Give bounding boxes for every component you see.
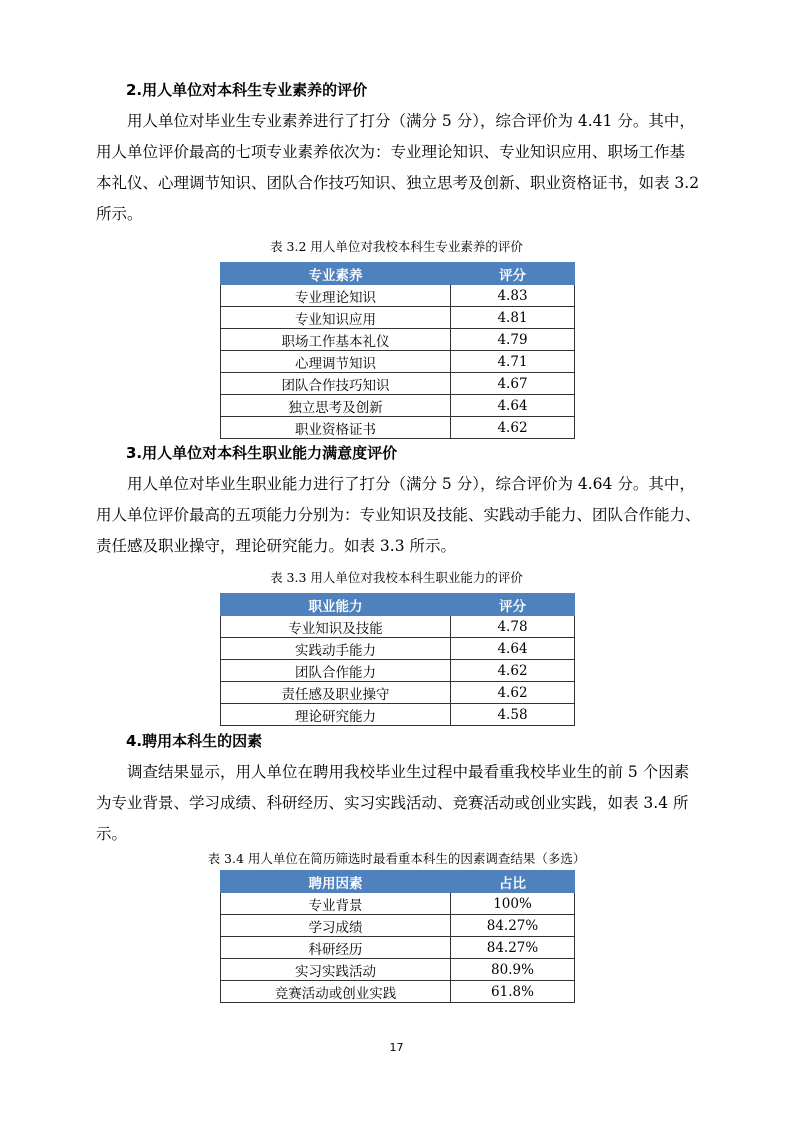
table-header-row: [221, 594, 575, 616]
table-cell: 4.67: [451, 373, 575, 395]
table-3-2: [220, 262, 575, 439]
table-row: [221, 915, 575, 937]
table-3-4: [220, 870, 575, 1003]
paragraph-line: 用人单位评价最高的五项能力分别为：专业知识及技能、实践动手能力、团队合作能力、: [96, 506, 701, 524]
table-cell: 84.27%: [451, 937, 575, 959]
table-cell: 4.81: [451, 307, 575, 329]
table-caption-3-4: 表 3.4 用人单位在简历筛选时最看重本科生的因素调查结果（多选）: [207, 851, 586, 866]
column-header: 占比: [451, 871, 575, 893]
section-heading-4: 4.聘用本科生的因素: [126, 732, 263, 750]
page-number: 17: [389, 1041, 404, 1054]
table-cell: 80.9%: [451, 959, 575, 981]
table-cell: 84.27%: [451, 915, 575, 937]
table-cell: 100%: [451, 893, 575, 915]
section-paragraph-4: [96, 757, 700, 850]
table-cell: 4.71: [451, 351, 575, 373]
table-header-row: [221, 871, 575, 893]
column-header: 职业能力: [221, 594, 451, 616]
table-cell: 专业理论知识: [221, 285, 451, 307]
paragraph-line: 示。: [96, 825, 128, 843]
table-cell: 专业背景: [221, 893, 451, 915]
table-cell: 4.78: [451, 616, 575, 638]
table-cell: 职场工作基本礼仪: [221, 329, 451, 351]
paragraph-line: 所示。: [96, 205, 143, 223]
table-cell: 4.62: [451, 417, 575, 439]
table-cell: 实践动手能力: [221, 638, 451, 660]
paragraph-line: 责任感及职业操守，理论研究能力。如表 3.3 所示。: [96, 537, 457, 555]
table-cell: 实习实践活动: [221, 959, 451, 981]
table-cell: 专业知识及技能: [221, 616, 451, 638]
section-heading-3: 3.用人单位对本科生职业能力满意度评价: [126, 444, 398, 462]
column-header: 评分: [451, 594, 575, 616]
table-cell: 4.62: [451, 682, 575, 704]
section-paragraph-2: [96, 106, 700, 230]
table-row: [221, 351, 575, 373]
table-row: [221, 373, 575, 395]
column-header: 专业素养: [221, 263, 451, 285]
table-row: [221, 285, 575, 307]
table-3-3: [220, 593, 575, 726]
table-cell: 科研经历: [221, 937, 451, 959]
table-cell: 61.8%: [451, 981, 575, 1003]
section-paragraph-3: [96, 469, 700, 562]
table-header-row: [221, 263, 575, 285]
table-cell: 理论研究能力: [221, 704, 451, 726]
table-row: [221, 329, 575, 351]
paragraph-line: 用人单位评价最高的七项专业素养依次为：专业理论知识、专业知识应用、职场工作基: [96, 143, 686, 161]
table-cell: 竞赛活动或创业实践: [221, 981, 451, 1003]
paragraph-line: 用人单位对毕业生职业能力进行了打分（满分 5 分），综合评价为 4.64 分。其中，: [127, 475, 695, 493]
table-row: [221, 937, 575, 959]
table-cell: 团队合作技巧知识: [221, 373, 451, 395]
table-cell: 团队合作能力: [221, 660, 451, 682]
table-cell: 独立思考及创新: [221, 395, 451, 417]
table-cell: 专业知识应用: [221, 307, 451, 329]
table-row: [221, 660, 575, 682]
table-row: [221, 616, 575, 638]
table-cell: 学习成绩: [221, 915, 451, 937]
table-row: [221, 307, 575, 329]
paragraph-line: 本礼仪、心理调节知识、团队合作技巧知识、独立思考及创新、职业资格证书，如表 3.2: [96, 174, 700, 192]
paragraph-line: 用人单位对毕业生专业素养进行了打分（满分 5 分），综合评价为 4.41 分。其中，: [127, 112, 695, 130]
table-row: [221, 395, 575, 417]
table-cell: 4.62: [451, 660, 575, 682]
column-header: 聘用因素: [221, 871, 451, 893]
table-row: [221, 981, 575, 1003]
table-row: [221, 704, 575, 726]
paragraph-line: 为专业背景、学习成绩、科研经历、实习实践活动、竞赛活动或创业实践，如表 3.4 所: [96, 794, 689, 812]
table-cell: 4.64: [451, 638, 575, 660]
table-cell: 责任感及职业操守: [221, 682, 451, 704]
table-row: [221, 682, 575, 704]
table-row: [221, 638, 575, 660]
table-row: [221, 417, 575, 439]
table-cell: 职业资格证书: [221, 417, 451, 439]
table-cell: 4.58: [451, 704, 575, 726]
table-caption-3-3: 表 3.3 用人单位对我校本科生职业能力的评价: [270, 570, 523, 585]
column-header: 评分: [451, 263, 575, 285]
paragraph-line: 调查结果显示，用人单位在聘用我校毕业生过程中最看重我校毕业生的前 5 个因素: [127, 763, 690, 781]
table-caption-3-2: 表 3.2 用人单位对我校本科生专业素养的评价: [270, 239, 523, 254]
table-cell: 4.79: [451, 329, 575, 351]
table-cell: 心理调节知识: [221, 351, 451, 373]
section-heading-2: 2.用人单位对本科生专业素养的评价: [126, 81, 368, 99]
table-row: [221, 893, 575, 915]
table-cell: 4.83: [451, 285, 575, 307]
table-row: [221, 959, 575, 981]
table-cell: 4.64: [451, 395, 575, 417]
